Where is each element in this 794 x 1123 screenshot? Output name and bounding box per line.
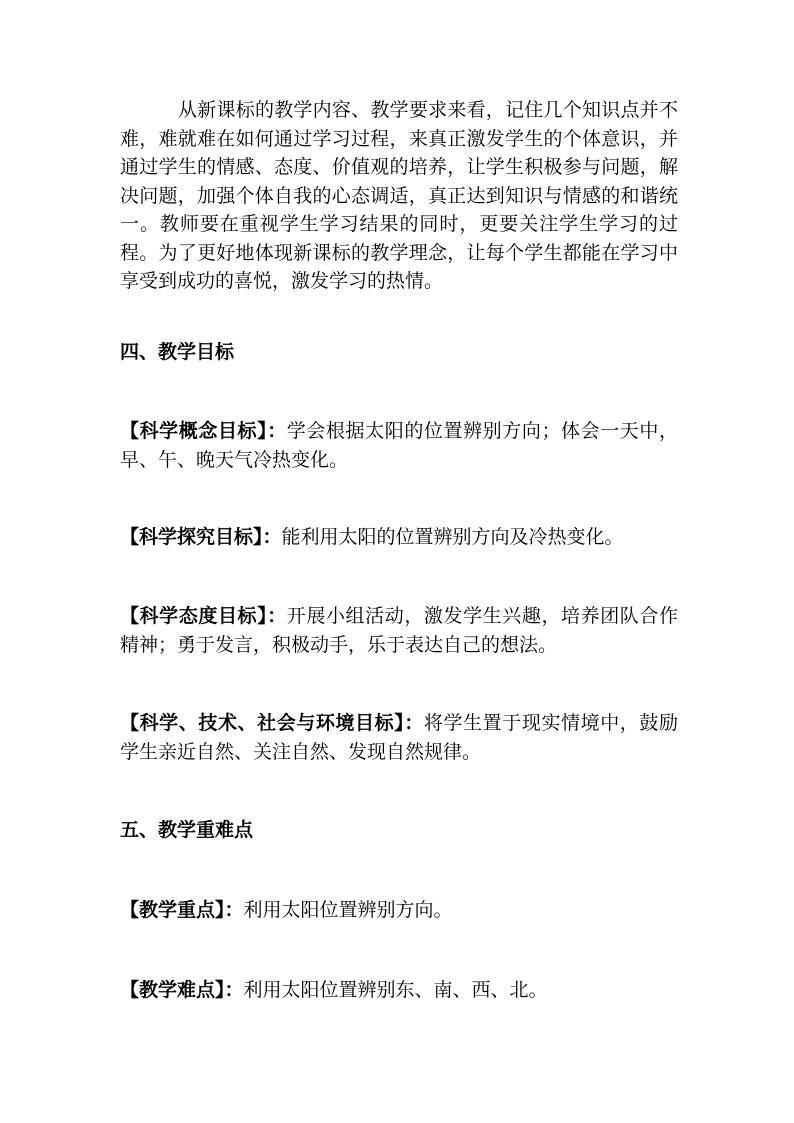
goal-label: 【科学概念目标】： <box>120 420 287 442</box>
goal-science-attitude <box>120 602 678 659</box>
point-text: 利用太阳位置辨别东、南、西、北。 <box>243 979 548 1001</box>
point-label: 【教学重点】： <box>120 899 244 921</box>
point-text: 利用太阳位置辨别方向。 <box>243 899 453 921</box>
section-heading-key-difficult-points: 五、教学重难点 <box>120 819 254 841</box>
goal-text: 将学生置于现实情境中，鼓励学生亲近自然、关注自然、发现自然规律。 <box>120 712 678 763</box>
goal-text: 能利用太阳的位置辨别方向及冷热变化。 <box>281 526 624 548</box>
goal-science-inquiry <box>120 523 678 552</box>
goal-text: 开展小组活动，激发学生兴趣，培养团队合作精神；勇于发言，积极动手，乐于表达自己的想法。 <box>120 605 678 656</box>
section-heading-teaching-goals: 四、教学目标 <box>120 341 235 363</box>
goal-science-concept <box>120 417 678 474</box>
point-label: 【教学难点】： <box>120 979 244 1001</box>
goal-label: 【科学态度目标】： <box>120 605 287 627</box>
goal-stse <box>120 709 678 766</box>
goal-label: 【科学探究目标】： <box>120 526 282 548</box>
key-point <box>120 896 678 925</box>
goal-text: 学会根据太阳的位置辨别方向；体会一天中，早、午、晚天气冷热变化。 <box>120 420 678 471</box>
goal-label: 【科学、技术、社会与环境目标】： <box>120 712 424 734</box>
difficult-point <box>120 976 678 1005</box>
intro-paragraph: 从新课标的教学内容、教学要求来看，记住几个知识点并不难，难就难在如何通过学习过程，来真正激发学生的个体意识，并通过学生的情感、态度、价值观的培养，让学生积极参与问题，解决问题，加强个体自我的心态调适，真正达到知识与情感的和谐统一。教师要在重视学生学习结果的同时，更要关注学生学习的过程。为了更好地体现新课标的教学理念，让每个学生都能在学习中享受到成功的喜悦，激发学习的热情。 <box>120 99 678 292</box>
